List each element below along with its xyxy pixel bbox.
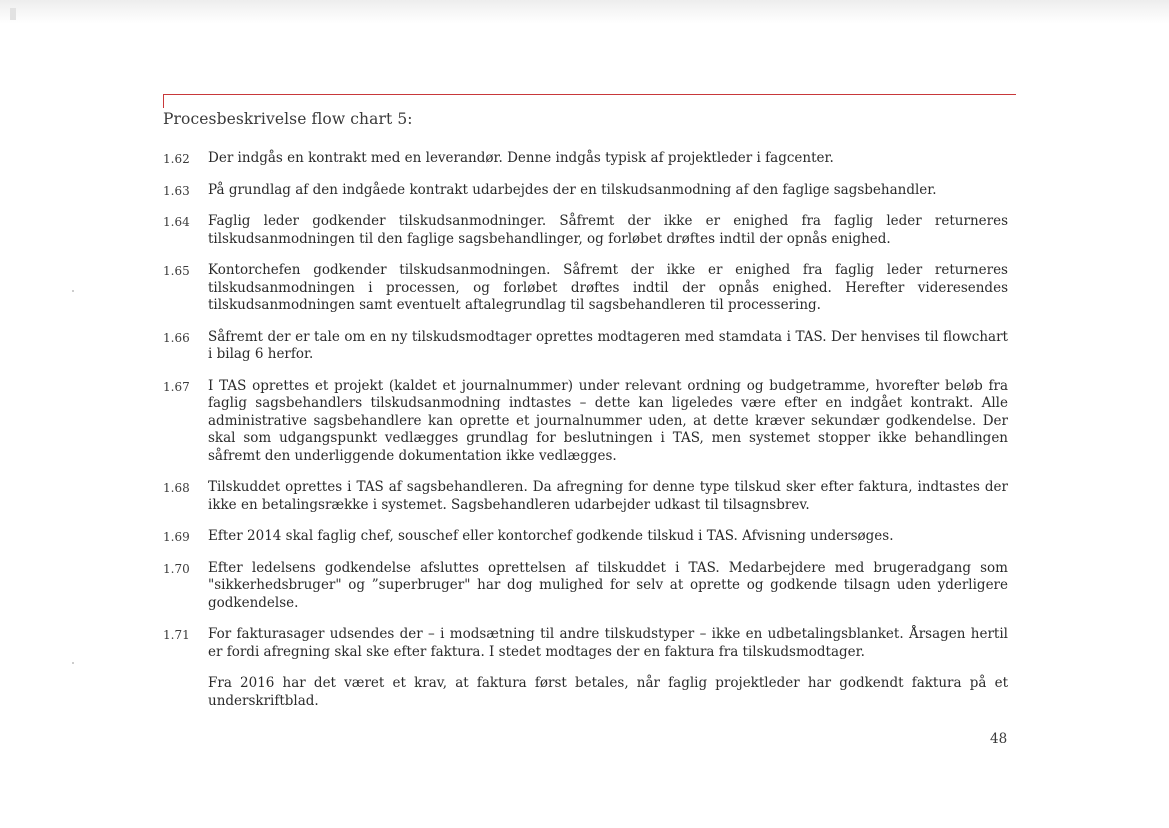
paragraph-number: 1.66 — [163, 330, 190, 345]
margin-speck — [72, 290, 74, 292]
paragraph-text: På grundlag af den indgåede kontrakt udarbejdes der en tilskudsanmodning af den faglige sagsbehandler. — [208, 181, 937, 198]
margin-speck — [72, 662, 74, 664]
paragraph-continuation — [163, 675, 1008, 710]
paragraph-text: For fakturasager udsendes der – i modsætning til andre tilskudstyper – ikke en udbetalingsblanket. Årsagen hertil er fordi afregning skal ske efter faktura. I stedet modtages der en faktura fra tilskudsmodtager. — [208, 626, 1008, 660]
paragraph-1-62 — [163, 150, 1008, 168]
paragraph-list — [163, 150, 1008, 724]
header-rule — [163, 94, 1016, 95]
paragraph-number: 1.63 — [163, 183, 190, 198]
paragraph-text: Faglig leder godkender tilskudsanmodninger. Såfremt der ikke er enighed fra faglig leder returneres tilskudsanmodningen til den faglige sagsbehandlinger, og forløbet drøftes indtil der opnås enighed. — [208, 213, 1008, 247]
paragraph-1-63 — [163, 182, 1008, 200]
paragraph-text: Efter ledelsens godkendelse afsluttes oprettelsen af tilskuddet i TAS. Medarbejdere med brugeradgang som "sikkerhedsbruger" og ”superbruger" har dog mulighed for selv at oprette og godkende tilsagn uden yderligere godkendelse. — [208, 559, 1008, 611]
paragraph-1-67 — [163, 378, 1008, 466]
paragraph-text: Fra 2016 har det været et krav, at faktura først betales, når faglig projektleder har godkendt faktura på et underskriftblad. — [208, 675, 1008, 709]
paragraph-1-70 — [163, 560, 1008, 613]
header-rule-corner — [163, 94, 164, 108]
paragraph-text: Tilskuddet oprettes i TAS af sagsbehandleren. Da afregning for denne type tilskud sker efter faktura, indtastes der ikke en betalingsrække i systemet. Sagsbehandleren udarbejder udkast til tilsagnsbrev. — [208, 479, 1008, 513]
paragraph-1-66 — [163, 329, 1008, 364]
paragraph-1-68 — [163, 479, 1008, 514]
paragraph-number: 1.70 — [163, 561, 190, 576]
paragraph-text: Der indgås en kontrakt med en leverandør. Denne indgås typisk af projektleder i fagcenter. — [208, 150, 834, 166]
paragraph-number: 1.67 — [163, 379, 190, 394]
paragraph-text: Efter 2014 skal faglig chef, souschef eller kontorchef godkende tilskud i TAS. Afvisning undersøges. — [208, 528, 894, 544]
paragraph-text: I TAS oprettes et projekt (kaldet et journalnummer) under relevant ordning og budgetramme, hvorefter beløb fra faglig sagsbehandlers tilskudsanmodning indtastes – dette kan ligeledes være efter en indgået kontrakt. Alle administrative sagsbehandlere kan oprette et journalnummer uden, at dette kræver sekundær godkendelse. Der skal som udgangspunkt vedlægges grundlag for beslutningen i TAS, men systemet stopper ikke behandlingen såfremt den underliggende dokumentation ikke vedlægges. — [208, 377, 1008, 464]
paragraph-number: 1.68 — [163, 481, 190, 495]
paragraph-1-65 — [163, 262, 1008, 315]
paragraph-number: 1.69 — [163, 530, 190, 544]
page-number: 48 — [990, 731, 1008, 747]
paragraph-number: 1.65 — [163, 264, 190, 278]
paragraph-1-71 — [163, 626, 1008, 661]
paragraph-number: 1.62 — [163, 152, 190, 166]
scan-shadow — [0, 0, 1169, 24]
section-title: Procesbeskrivelse flow chart 5: — [163, 110, 413, 128]
paragraph-1-64 — [163, 213, 1008, 248]
paragraph-text: Såfremt der er tale om en ny tilskudsmodtager oprettes modtageren med stamdata i TAS. Der henvises til flowchart i bilag 6 herfor. — [208, 328, 1008, 362]
scan-artifact — [10, 8, 16, 20]
paragraph-number: 1.71 — [163, 628, 190, 642]
paragraph-number: 1.64 — [163, 215, 190, 229]
paragraph-text: Kontorchefen godkender tilskudsanmodningen. Såfremt der ikke er enighed fra faglig leder returneres tilskudsanmodningen i processen, og forløbet drøftes indtil der opnås enighed. Herefter videresendes tilskudsanmodningen samt eventuelt aftalegrundlag til sagsbehandleren til processering. — [208, 262, 1008, 313]
paragraph-1-69 — [163, 528, 1008, 546]
